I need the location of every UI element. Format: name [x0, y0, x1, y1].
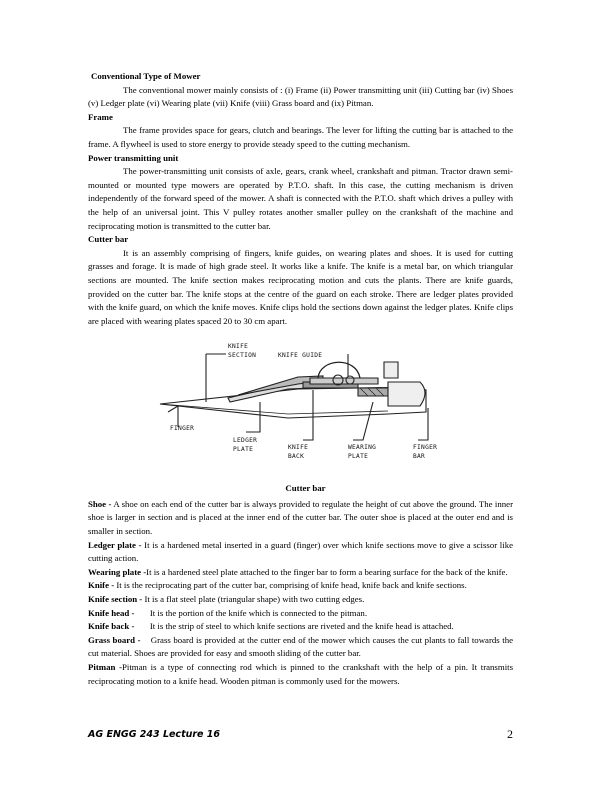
definition-text: A shoe on each end of the cutter bar is always provided to regulate the height of cut above the ground. The inner shoe is larger in section and is placed at the inner end of the cutter bar. The outer shoe is placed at the outer end and is smaller in section.: [88, 498, 514, 537]
wearing-plate-shape: [358, 388, 388, 396]
label-finger: FINGER: [170, 425, 195, 433]
footer-course: AG ENGG 243 Lecture 16: [88, 729, 221, 740]
definition-text: It is the reciprocating part of the cutter bar, comprising of knife head, knife back and knife sections.: [116, 580, 467, 591]
term: Ledger plate -: [88, 539, 142, 550]
label-ledger-plate-1: LEDGER: [233, 437, 258, 445]
definition-knife-head: [88, 607, 513, 621]
page-number: 2: [507, 727, 513, 741]
section-text-cutter-bar: It is an assembly comprising of fingers, knife guides, on wearing plates and shoes. It is used for cutting grasses and forage. It is made of high grade steel. It works like a knife. The knife is a metal bar, on which triangular sections are mounted. The knife section makes reciprocating motion and cuts the plants. There are knife guards, provided on the cutter bar. The knife stops at the centre of the guard on each stroke. There are ledger plates provided with the knife guard, on which the knife moves. Knife clips hold the sections down against the ledger plates. Knife clips are placed with wearing plates spaced 20 to 30 cm apart.: [88, 247, 513, 326]
section-heading-power-transmitting-unit: Power transmitting unit: [88, 152, 179, 163]
section-heading-cutter-bar: Cutter bar: [88, 234, 129, 245]
finger-bar-shape: [388, 382, 425, 406]
definition-text: It is the strip of steel to which knife sections are riveted and the knife head is attached.: [149, 621, 454, 632]
document-page: [88, 70, 513, 688]
bolt-head: [384, 362, 398, 378]
leader-wearing-plate: [353, 402, 373, 440]
definition-text: Grass board is provided at the cutter end of the mower which causes the cut plants to fall towards the cut material. Shoes are provided for easy and smooth sliding of the cutter bar.: [88, 634, 514, 659]
label-knife-guide: KNIFE GUIDE: [278, 352, 323, 360]
label-finger-bar-2: BAR: [413, 453, 426, 461]
definition-ledger-plate: [88, 539, 513, 566]
definition-text: Pitman is a type of connecting rod which is pinned to the crankshaft with the help of a pin. It transmits reciprocating motion to a knife head. Wooden pitman is commonly used for the mowers.: [88, 662, 514, 686]
definition-shoe: [88, 498, 513, 539]
finger-inner-line: [160, 404, 388, 414]
section-text-power-transmitting-unit: The power-transmitting unit consists of axle, gears, crank wheel, crankshaft and pitman. Tractor drawn semi-mounted or mounted type mowers are operated by P.T.O. shaft. In this case, the cutting mechanism is driven independently of the forward speed of the mower. A shaft is connected with the P.T.O. shaft which drives a pulley with the help of an universal joint. This V pulley rotates another smaller pulley on the crankshaft of the machine and reciprocating motion is transmitted to the cutter bar.: [88, 166, 513, 231]
cutter-bar-diagram: [88, 332, 513, 482]
definition-knife: [88, 579, 513, 593]
label-wearing-plate-1: WEARING: [348, 444, 377, 452]
definition-knife-back: [88, 620, 513, 634]
term: Grass board -: [88, 634, 141, 645]
term: Pitman -: [88, 662, 123, 672]
intro-paragraph: The conventional mower mainly consists of : (i) Frame (ii) Power transmitting unit (iii) Cutting bar (iv) Shoes (v) Ledger plate (vi) Wearing plate (vii) Knife (viii) Grass board and (ix) Pitman.: [88, 84, 513, 109]
term: Wearing plate -: [88, 566, 147, 577]
definition-text: It is a hardened metal inserted in a guard (finger) over which knife sections move to give a scissor like cutting action.: [88, 539, 513, 564]
term: Knife -: [88, 580, 115, 591]
page-footer: [88, 729, 513, 745]
label-ledger-plate-2: PLATE: [233, 446, 254, 454]
definition-pitman: [88, 661, 513, 688]
leader-finger: [168, 406, 178, 427]
term: Shoe -: [88, 498, 112, 509]
section-heading-frame: Frame: [88, 111, 113, 122]
label-knife-back-2: BACK: [288, 453, 305, 461]
definition-knife-section: [88, 593, 513, 607]
definition-text: It is the portion of the knife which is connected to the pitman.: [149, 607, 368, 618]
definitions-list: [88, 498, 513, 688]
term: Knife head -: [88, 607, 135, 618]
definition-wearing-plate: [88, 566, 513, 580]
label-knife-section-2: SECTION: [228, 352, 257, 360]
label-wearing-plate-2: PLATE: [348, 453, 369, 461]
definition-text: It is a hardened steel plate attached to the finger bar to form a bearing surface for the back of the knife.: [146, 566, 508, 577]
label-knife-back-1: KNIFE: [288, 444, 309, 452]
term: Knife back -: [88, 621, 135, 632]
page-title: Conventional Type of Mower: [91, 71, 201, 81]
leader-ledger: [246, 402, 260, 432]
leader-knife-back: [303, 390, 313, 440]
figure-caption: Cutter bar: [285, 483, 326, 494]
label-knife-section-1: KNIFE: [228, 343, 249, 351]
section-text-frame: The frame provides space for gears, clutch and bearings. The lever for lifting the cutting bar is attached to the frame. A flywheel is used to store energy to provide steady speed to the cutting mechanism.: [88, 125, 513, 149]
knife-clip-shape: [310, 378, 378, 384]
definition-grass-board: [88, 634, 513, 661]
definition-text: It is a flat steel plate (triangular shape) with two cutting edges.: [144, 594, 365, 605]
label-finger-bar-1: FINGER: [413, 444, 438, 452]
cutter-bar-figure: [88, 332, 513, 482]
term: Knife section -: [88, 594, 143, 605]
